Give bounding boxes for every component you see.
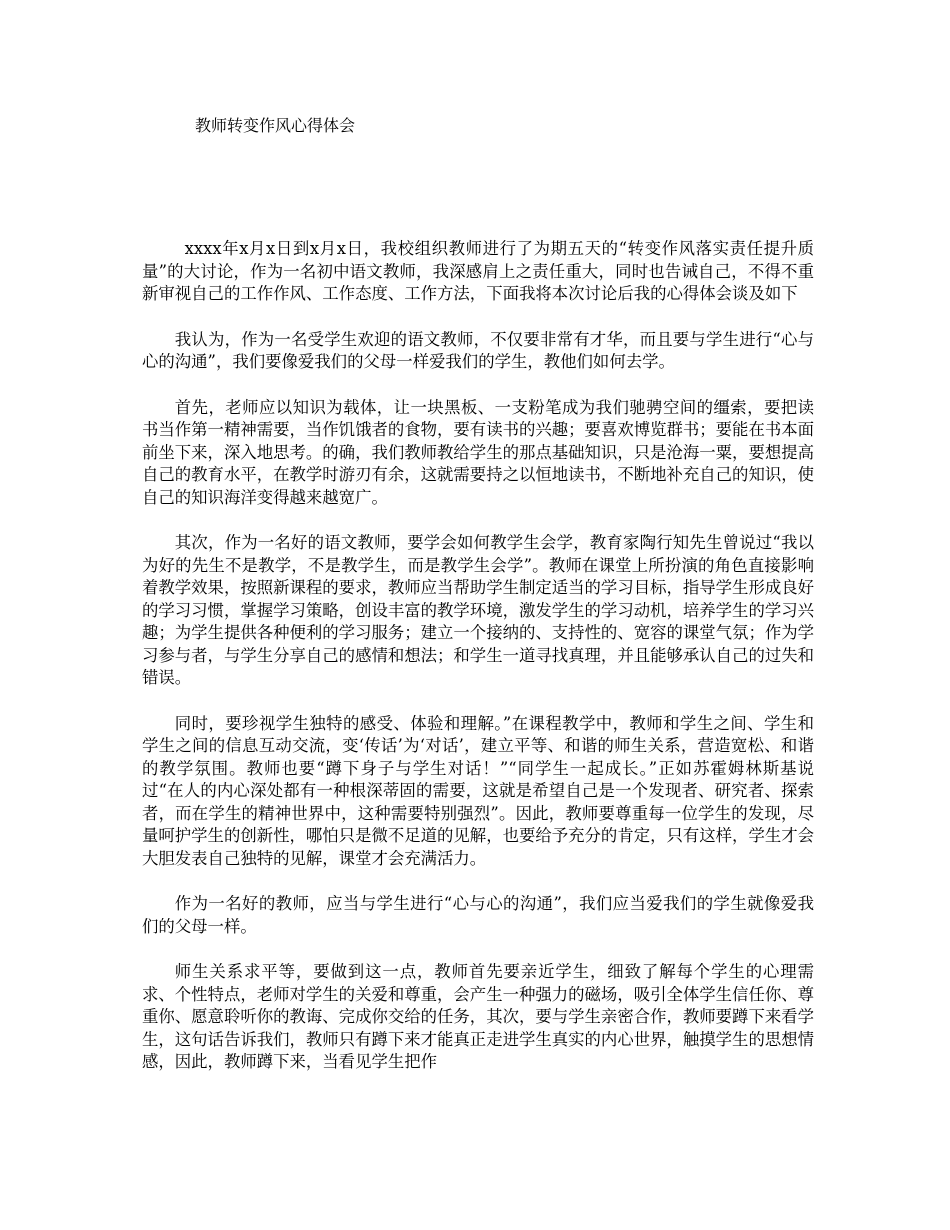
document-title: 教师转变作风心得体会 [195,116,356,135]
document-body [142,238,814,1097]
paragraph: 我认为，作为一名受学生欢迎的语文教师，不仅要非常有才华，而且要与学生进行“心与心的沟通”，我们要像爱我们的父母一样爱我们的学生，教他们如何去学。 [142,329,814,371]
paragraph: 同时，要珍视学生独特的感受、体验和理解。”在课程教学中，教师和学生之间、学生和学生之间的信息互动交流，变‘传话’为‘对话’，建立平等、和谐的师生关系，营造宽松、和谐的教学氛围。教师也要“蹲下身子与学生对话！”“同学生一起成长。”正如苏霍姆林斯基说过“在人的内心深处都有一种根深蒂固的需要，这就是希望自己是一个发现者、研究者、探索者，而在学生的精神世界中，这种需要特别强烈”。因此，教师要尊重每一位学生的发现，尽量呵护学生的创新性，哪怕只是微不足道的见解，也要给予充分的肯定，只有这样，学生才会大胆发表自己独特的见解，课堂才会充满活力。 [142,713,815,868]
paragraph: 其次，作为一名好的语文教师，要学会如何教学生会学，教育家陶行知先生曾说过“我以为好的先生不是教学，不是教学生，而是教学生会学”。教师在课堂上所扮演的角色直接影响着教学效果，按照新课程的要求，教师应当帮助学生制定适当的学习目标，指导学生形成良好的学习习惯，掌握学习策略，创设丰富的教学环境，激发学生的学习动机，培养学生的学习兴趣；为学生提供各种便利的学习服务；建立一个接纳的、支持性的、宽容的课堂气氛；作为学习参与者，与学生分享自己的感情和想法；和学生一道寻找真理，并且能够承认自己的过失和错误。 [142,533,815,687]
paragraph: 师生关系求平等，要做到这一点，教师首先要亲近学生，细致了解每个学生的心理需求、个性特点，老师对学生的关爱和尊重，会产生一种强力的磁场，吸引全体学生信任你、尊重你、愿意聆听你的教诲、完成你交给的任务，其次，要与学生亲密合作，教师要蹲下来看学生，这句话告诉我们，教师只有蹲下来才能真正走进学生真实的内心世界，触摸学生的思想情感，因此，教师蹲下来，当看见学生把作 [142,962,815,1071]
paragraph: xxxx年x月x日到x月x日，我校组织教师进行了为期五天的“转变作风落实责任提升质量”的大讨论，作为一名初中语文教师，我深感肩上之责任重大，同时也告诫自己，不得不重新审视自己的工作作风、工作态度、工作方法，下面我将本次讨论后我的心得体会谈及如下 [142,239,814,303]
paragraph: 作为一名好的教师，应当与学生进行“心与心的沟通”，我们应当爱我们的学生就像爱我们的父母一样。 [142,894,814,936]
paragraph: 首先，老师应以知识为载体，让一块黑板、一支粉笔成为我们驰骋空间的缰索，要把读书当作第一精神需要，当作饥饿者的食物，要有读书的兴趣；要喜欢博览群书；要能在书本面前坐下来，深入地思考。的确，我们教师教给学生的那点基础知识，只是沧海一粟，要想提高自己的教育水平，在教学时游刃有余，这就需要持之以恒地读书，不断地补充自己的知识，使自己的知识海洋变得越来越宽广。 [142,397,815,507]
